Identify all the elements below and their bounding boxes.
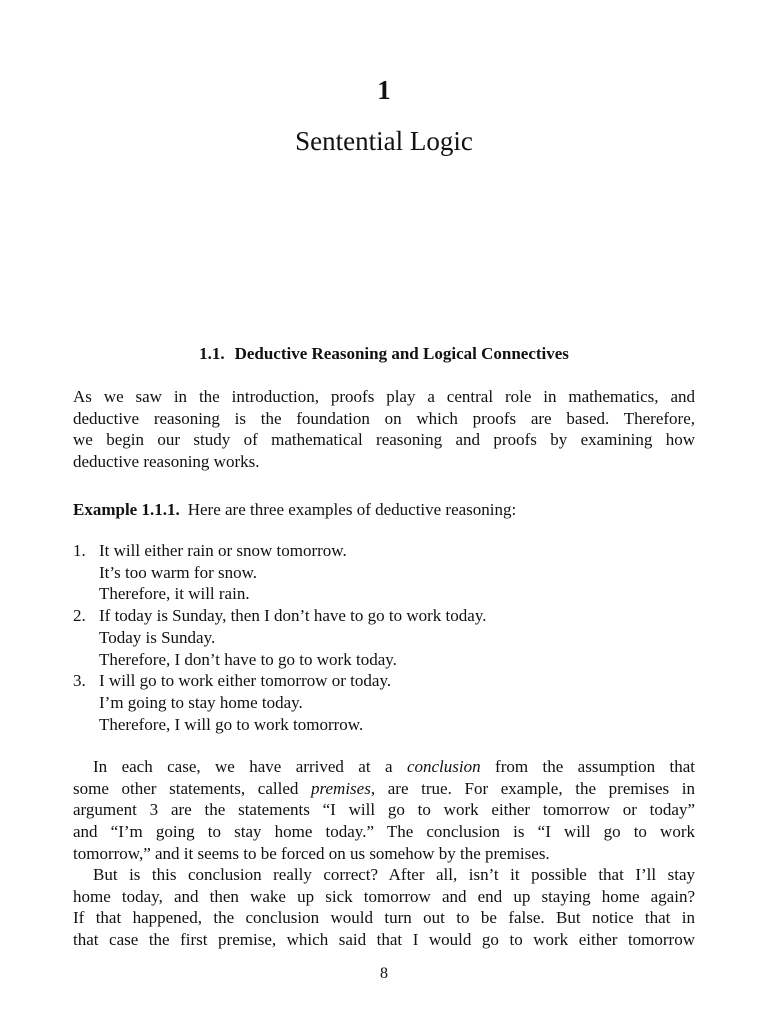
section-heading: [0, 342, 768, 366]
argument-conclusion: Therefore, I don’t have to go to work today.: [99, 649, 397, 669]
argument-line: [73, 692, 695, 714]
paragraph-line: that case the first premise, which said that I would go to work either tomorrow: [73, 930, 695, 950]
argument-line: [73, 562, 695, 584]
argument-conclusion: Therefore, I will go to work tomorrow.: [99, 714, 364, 734]
paragraph-line: [73, 864, 695, 886]
paragraph-line: tomorrow,” and it seems to be forced on us somehow by the premises.: [73, 843, 550, 863]
intro-line: deductive reasoning works.: [73, 452, 260, 472]
argument-line: [73, 670, 695, 692]
text-run: , are true. For example, the premises in: [370, 778, 695, 798]
example-heading: [73, 498, 516, 522]
example-text: Here are three examples of deductive reasoning:: [187, 500, 517, 519]
paragraph-line: argument 3 are the statements “I will go to work either tomorrow or today”: [73, 800, 695, 820]
argument-premise: I will go to work either tomorrow or today.: [99, 671, 392, 691]
body-paragraph-1: [73, 756, 695, 865]
text-run: In each case, we have arrived at a: [93, 757, 393, 776]
argument-line: [73, 540, 695, 562]
emphasis-term: conclusion: [406, 757, 481, 776]
argument-number: 3.: [73, 671, 86, 691]
section-number: 1.1.: [199, 344, 225, 363]
paragraph-line: and “I’m going to stay home today.” The conclusion is “I will go to work: [73, 822, 695, 842]
paragraph-line: If that happened, the conclusion would turn out to be false. But notice that in: [73, 908, 695, 928]
argument-line: [73, 605, 695, 627]
intro-line: we begin our study of mathematical reasoning and proofs by examining how: [73, 430, 695, 450]
argument-premise: It will either rain or snow tomorrow.: [99, 541, 347, 560]
intro-paragraph: [73, 386, 695, 473]
argument-number: 1.: [73, 541, 86, 560]
body-paragraph-2: [73, 864, 695, 951]
intro-line: As we saw in the introduction, proofs play a central role in mathematics, and: [73, 387, 695, 406]
argument-line: [73, 649, 695, 671]
example-label: Example 1.1.1.: [73, 500, 180, 519]
text-run: some other statements, called: [73, 778, 299, 798]
argument-premise: I’m going to stay home today.: [99, 692, 303, 712]
text-run: from the assumption that: [495, 757, 696, 776]
argument-premise: Today is Sunday.: [99, 627, 216, 647]
argument-line: [73, 714, 695, 736]
argument-premise: If today is Sunday, then I don’t have to go to work today.: [99, 606, 487, 626]
argument-list: [73, 540, 695, 735]
section-title: Deductive Reasoning and Logical Connectives: [234, 344, 569, 363]
page-number: 8: [380, 965, 388, 982]
chapter-title: Sentential Logic: [295, 126, 473, 156]
paragraph-line: home today, and then wake up sick tomorrow and end up staying home again?: [73, 886, 695, 906]
text-run: But is this conclusion really correct? After all, isn’t it possible that I’ll stay: [93, 865, 695, 884]
argument-premise: It’s too warm for snow.: [99, 562, 258, 582]
paragraph-line: [73, 778, 695, 800]
emphasis-term: premises: [311, 778, 371, 798]
argument-line: [73, 583, 695, 605]
argument-conclusion: Therefore, it will rain.: [99, 584, 250, 604]
chapter-number: 1: [377, 75, 391, 105]
argument-number: 2.: [73, 606, 86, 626]
argument-line: [73, 627, 695, 649]
paragraph-line: [73, 756, 695, 778]
intro-line: deductive reasoning is the foundation on which proofs are based. Therefore,: [73, 408, 695, 428]
